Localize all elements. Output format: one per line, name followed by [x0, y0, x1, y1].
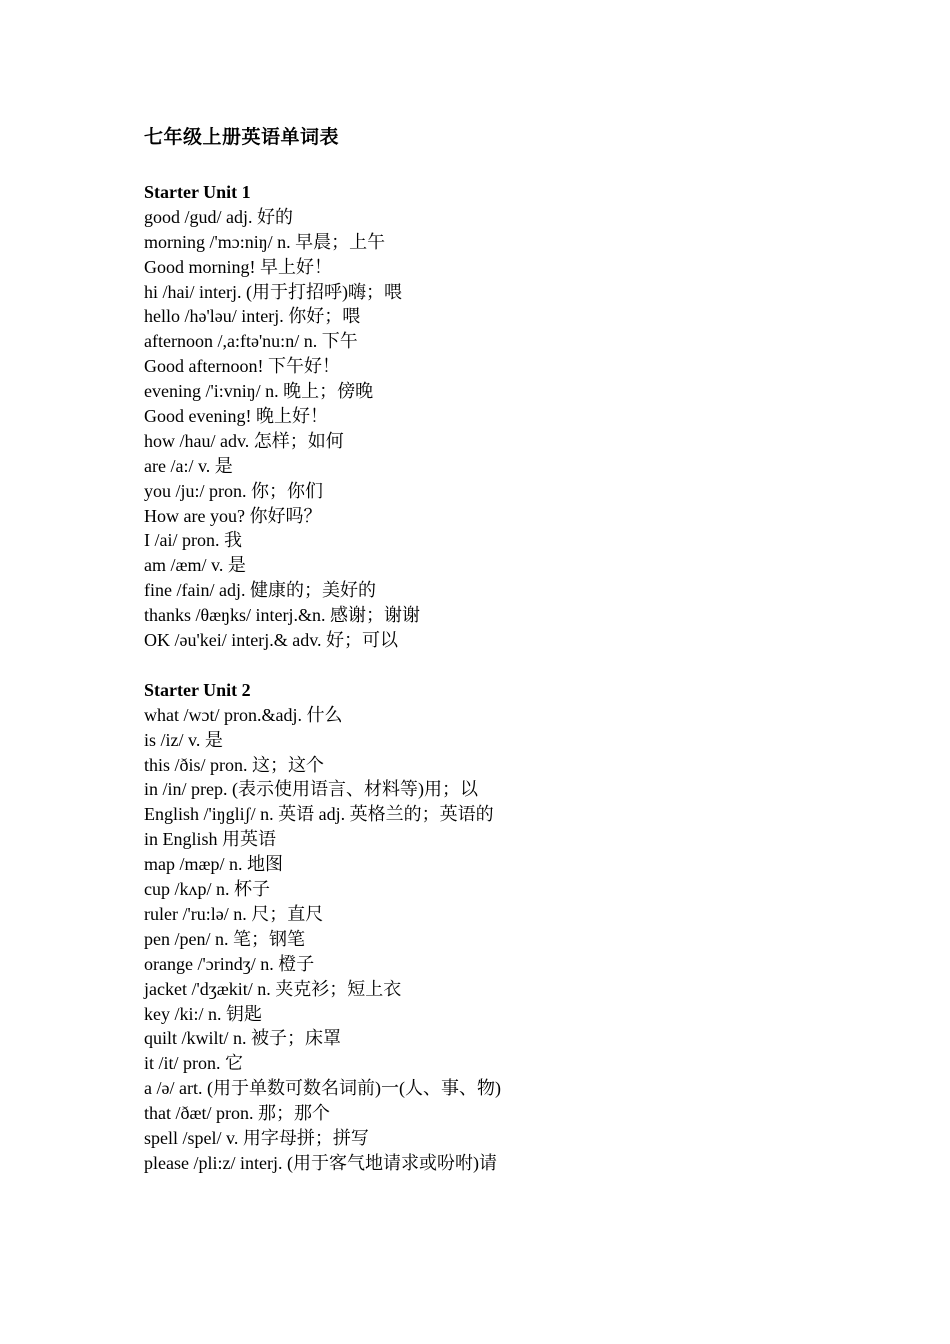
section-starter-unit-2 [144, 678, 844, 1176]
vocab-entry: good /gud/ adj. 好的 [144, 206, 293, 227]
document-title: 七年级上册英语单词表 [144, 126, 340, 148]
section-heading: Starter Unit 2 [144, 679, 251, 700]
vocab-entry: that /ðæt/ pron. 那；那个 [144, 1103, 330, 1124]
section-heading: Starter Unit 1 [144, 182, 251, 202]
vocab-entry: map /mæp/ n. 地图 [144, 854, 283, 875]
vocab-entry: in /in/ prep. (表示使用语言、材料等)用；以 [144, 779, 478, 800]
vocab-entry: Good morning! 早上好！ [144, 256, 332, 277]
vocab-entry: this /ðis/ pron. 这；这个 [144, 754, 325, 775]
vocab-entry: thanks /θæŋks/ interj.&n. 感谢；谢谢 [144, 605, 421, 626]
vocab-entry: how /hau/ adv. 怎样；如何 [144, 430, 344, 451]
document-page [144, 122, 844, 1176]
vocab-entry: Good evening! 晚上好！ [144, 406, 328, 427]
vocab-entry: am /æm/ v. 是 [144, 555, 246, 576]
vocab-entry: spell /spel/ v. 用字母拼；拼写 [144, 1127, 369, 1148]
vocab-entry: in English 用英语 [144, 829, 277, 850]
vocab-entry: English /'iŋgliʃ/ n. 英语 adj. 英格兰的；英语的 [144, 804, 494, 825]
vocab-entry: please /pli:z/ interj. (用于客气地请求或吩咐)请 [144, 1152, 497, 1173]
vocab-entry: hi /hai/ interj. (用于打招呼)嗨；喂 [144, 281, 402, 302]
vocab-entry: you /ju:/ pron. 你；你们 [144, 480, 323, 501]
section-starter-unit-1 [144, 180, 844, 653]
vocab-entry: a /ə/ art. (用于单数可数名词前)一(人、事、物) [144, 1078, 501, 1099]
vocab-entry: morning /'mɔ:niŋ/ n. 早晨；上午 [144, 231, 386, 252]
vocab-entry: hello /hə'ləu/ interj. 你好；喂 [144, 306, 361, 327]
vocab-entry: key /ki:/ n. 钥匙 [144, 1003, 262, 1024]
vocab-entry: evening /'i:vniŋ/ n. 晚上；傍晚 [144, 381, 374, 402]
vocab-entry: I /ai/ pron. 我 [144, 530, 242, 551]
vocab-entry: OK /əu'kei/ interj.& adv. 好；可以 [144, 630, 399, 651]
vocab-entry: are /a:/ v. 是 [144, 455, 233, 476]
vocab-entry: pen /pen/ n. 笔；钢笔 [144, 928, 305, 949]
vocab-entry: is /iz/ v. 是 [144, 729, 223, 750]
vocab-entry: fine /fain/ adj. 健康的；美好的 [144, 580, 376, 601]
vocab-entry: ruler /'ru:lə/ n. 尺；直尺 [144, 903, 324, 924]
vocab-entry: jacket /'dʒækit/ n. 夹克衫；短上衣 [144, 978, 402, 999]
vocab-entry: it /it/ pron. 它 [144, 1053, 243, 1074]
vocab-entry: orange /'ɔrindʒ/ n. 橙子 [144, 953, 315, 974]
vocab-entry: afternoon /,a:ftə'nu:n/ n. 下午 [144, 331, 358, 352]
vocab-entry: quilt /kwilt/ n. 被子；床罩 [144, 1028, 342, 1049]
vocab-entry: what /wɔt/ pron.&adj. 什么 [144, 704, 343, 725]
vocab-entry: Good afternoon! 下午好！ [144, 356, 340, 377]
vocab-entry: cup /kʌp/ n. 杯子 [144, 879, 270, 900]
vocab-entry: How are you? 你好吗？ [144, 505, 322, 526]
